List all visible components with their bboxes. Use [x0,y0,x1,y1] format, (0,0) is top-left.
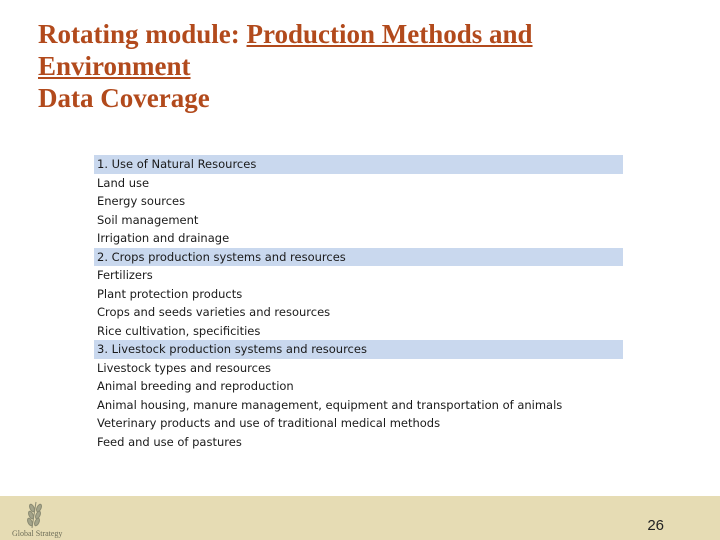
title-underlined-part-2: Environment [38,51,191,81]
item-row: Rice cultivation, specificities [97,323,261,338]
item-row: Land use [97,175,150,190]
global-strategy-logo [10,498,64,538]
item-row: Crops and seeds varieties and resources [97,305,331,319]
item-row: Animal housing, manure management, equipment and transportation of animals [97,397,563,412]
item-row: Irrigation and drainage [97,231,230,245]
item-row: Livestock types and resources [97,360,272,375]
data-coverage-table [94,155,623,451]
item-row: Fertilizers [97,268,153,282]
wheat-icon [26,502,42,528]
section-header-row: 2. Crops production systems and resources [94,248,623,267]
title-underlined-part-1: Production Methods and [246,19,533,49]
item-row: Animal breeding and reproduction [97,379,294,393]
logo-text: Global Strategy [12,529,63,538]
footer-band [0,496,720,540]
title-line-3: Data Coverage [38,83,210,113]
page-number: 26 [647,517,664,534]
section-header-row: 1. Use of Natural Resources [94,155,623,174]
section-header-row: 3. Livestock production systems and resources [94,340,623,359]
title-line-2 [38,50,698,82]
item-row: Feed and use of pastures [97,434,242,449]
item-row: Plant protection products [97,286,243,301]
slide-title [38,18,698,114]
title-prefix: Rotating module: [38,19,247,49]
item-row: Energy sources [97,194,186,208]
item-row: Veterinary products and use of traditional medical methods [97,416,441,430]
item-row: Soil management [97,212,199,227]
title-line-1 [38,18,698,50]
